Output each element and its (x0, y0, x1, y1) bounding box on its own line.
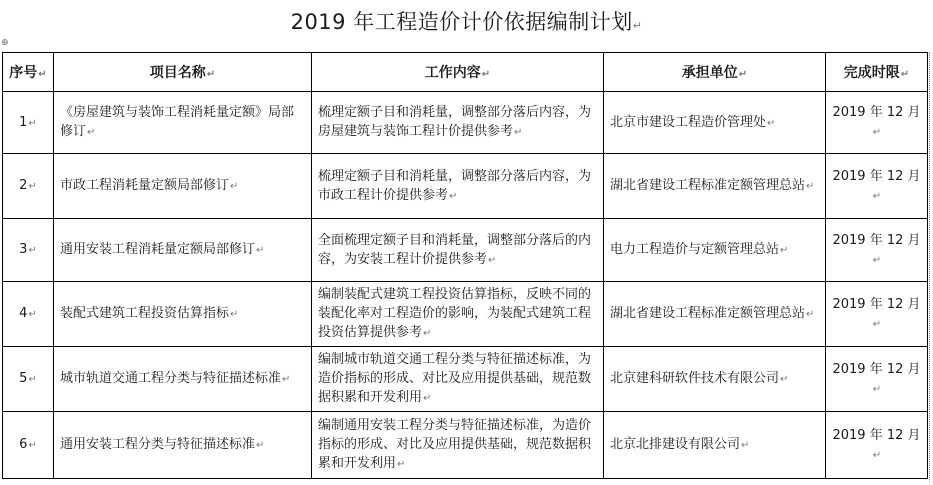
cell-deadline: 2019 年 12 月↵ (826, 347, 928, 412)
cell-responsible-unit: 北京建科研软件技术有限公司↵ (604, 347, 826, 412)
cell-work-content: 梳理定额子目和消耗量，调整部分落后内容，为市政工程计价提供参考↵ (312, 154, 604, 219)
cell-work-content: 梳理定额子目和消耗量，调整部分落后内容，为房屋建筑与装饰工程计价提供参考↵ (312, 92, 604, 154)
header-deadline: 完成时限↵ (826, 53, 928, 92)
header-responsible-unit: 承担单位↵ (604, 53, 826, 92)
cell-seq: 5↵ (3, 347, 54, 412)
table-row (3, 219, 928, 282)
cell-responsible-unit: 电力工程造价与定额管理总站↵ (604, 219, 826, 282)
cell-seq: 1↵ (3, 92, 54, 154)
table-anchor-icon[interactable]: ⊕ (1, 38, 9, 48)
cell-project-name: 装配式建筑工程投资估算指标↵ (54, 282, 312, 347)
cell-project-name: 城市轨道交通工程分类与特征描述标准↵ (54, 347, 312, 412)
header-project-name: 项目名称↵ (54, 53, 312, 92)
table-row (3, 412, 928, 479)
table-row (3, 347, 928, 412)
cell-deadline: 2019 年 12 月↵ (826, 412, 928, 479)
cell-work-content: 编制城市轨道交通工程分类与特征描述标准，为造价指标的形成、对比及应用提供基础，规范数据积累和开发利用↵ (312, 347, 604, 412)
cell-deadline: 2019 年 12 月↵ (826, 92, 928, 154)
table-row (3, 282, 928, 347)
cell-work-content: 编制通用安装工程分类与特征描述标准，为造价指标的形成、对比及应用提供基础，规范数据积累和开发利用↵ (312, 412, 604, 479)
table-row (3, 92, 928, 154)
title-text: 2019 年工程造价计价依据编制计划 (290, 10, 633, 34)
table-edge-marker (929, 52, 933, 482)
cell-project-name: 通用安装工程分类与特征描述标准↵ (54, 412, 312, 479)
cell-responsible-unit: 湖北省建设工程标准定额管理总站↵ (604, 282, 826, 347)
paragraph-mark-icon: ↵ (632, 19, 643, 32)
cell-deadline: 2019 年 12 月↵ (826, 219, 928, 282)
cell-deadline: 2019 年 12 月↵ (826, 154, 928, 219)
document-title (0, 6, 933, 38)
cell-deadline: 2019 年 12 月↵ (826, 282, 928, 347)
cell-seq: 2↵ (3, 154, 54, 219)
cell-work-content: 编制装配式建筑工程投资估算指标，反映不同的装配化率对工程造价的影响，为装配式建筑工程投资估算提供参考↵ (312, 282, 604, 347)
cell-project-name: 通用安装工程消耗量定额局部修订↵ (54, 219, 312, 282)
table-row (3, 154, 928, 219)
header-work-content: 工作内容↵ (312, 53, 604, 92)
cell-project-name: 《房屋建筑与装饰工程消耗量定额》局部修订↵ (54, 92, 312, 154)
plan-table (2, 52, 928, 479)
cell-responsible-unit: 北京市建设工程造价管理处↵ (604, 92, 826, 154)
cell-seq: 3↵ (3, 219, 54, 282)
cell-project-name: 市政工程消耗量定额局部修订↵ (54, 154, 312, 219)
cell-responsible-unit: 北京北排建设有限公司↵ (604, 412, 826, 479)
cell-work-content: 全面梳理定额子目和消耗量，调整部分落后的内容，为安装工程计价提供参考↵ (312, 219, 604, 282)
cell-seq: 4↵ (3, 282, 54, 347)
cell-seq: 6↵ (3, 412, 54, 479)
cell-responsible-unit: 湖北省建设工程标准定额管理总站↵ (604, 154, 826, 219)
table-header-row (3, 53, 928, 92)
header-seq: 序号↵ (3, 53, 54, 92)
